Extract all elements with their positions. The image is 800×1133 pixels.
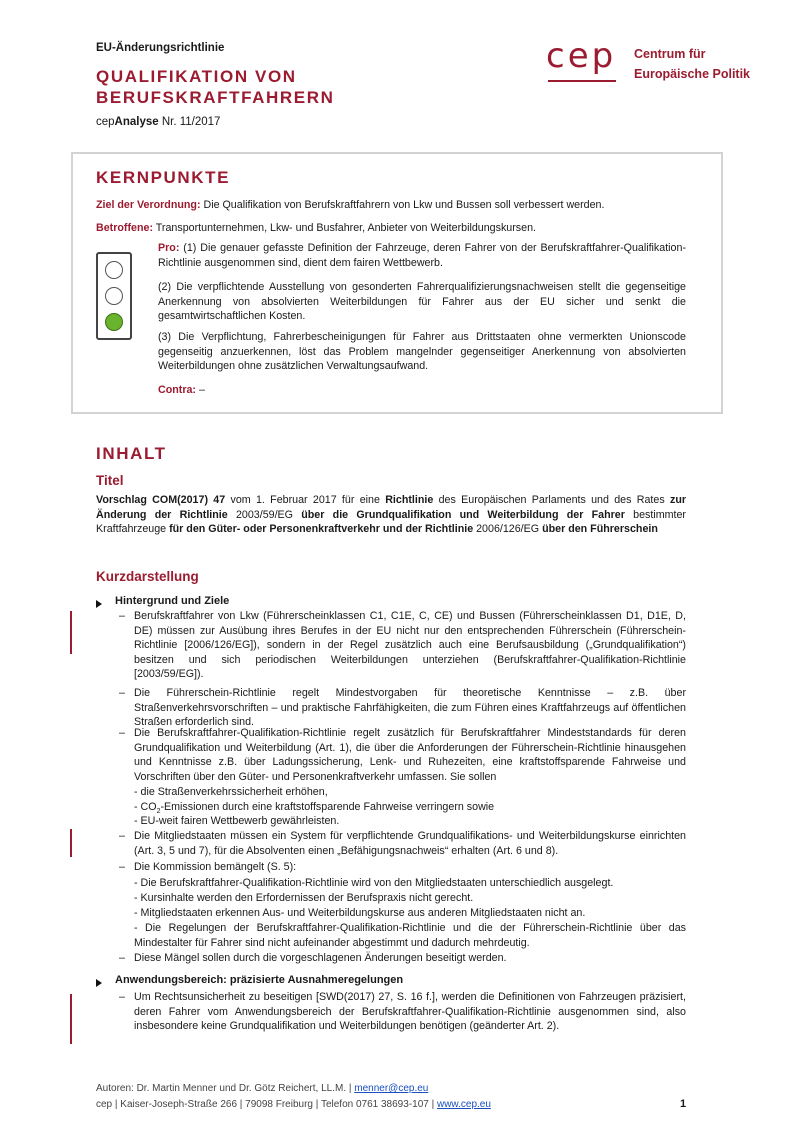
pro-point-2: (2) Die verpflichtende Ausstellung von gesonderten Fahrerqualifizierungsnachweisen stellt die gegenseitige Anerkennung von absolvierten Weiterbildungen für Fahrer aus der EU sicher und senkt die gesamtwirtschaftlichen Kosten. <box>158 281 686 323</box>
pro-point-1: Pro: (1) Die genauer gefasste Definition der Fahrzeuge, deren Fahrer von der Berufskraftfahrer-Qualifikation-Richtlinie ausgenommen sind, dient dem fairen Wettbewerb. <box>158 242 686 269</box>
sub-list-item: - Mitgliedstaaten erkennen Aus- und Weiterbildungskurse aus anderen Mitgliedstaaten nicht an. <box>134 907 586 919</box>
logo-text: Centrum für Europäische Politik <box>634 47 751 81</box>
betroffene-line: Betroffene: Transportunternehmen, Lkw- und Busfahrer, Anbieter von Weiterbildungskursen. <box>96 222 536 234</box>
sub-list-item: - Die Regelungen der Berufskraftfahrer-Qualifikation-Richtlinie und die der Führerschein-Richtlinie über das Mindestalter für Fahrer sind nicht aufeinander abgestimmt und dadurch mehrdeutig. <box>134 922 686 949</box>
footer-authors: Autoren: Dr. Martin Menner und Dr. Götz Reichert, LL.M. | menner@cep.eu <box>96 1083 429 1094</box>
sub-list-item: - EU-weit fairen Wettbewerb gewährleisten. <box>134 815 340 827</box>
list-item: Die Kommission bemängelt (S. 5): <box>134 861 297 873</box>
page-number: 1 <box>680 1098 687 1110</box>
email-link[interactable]: menner@cep.eu <box>354 1083 429 1094</box>
kurzdarstellung-heading: Kurzdarstellung <box>96 569 199 584</box>
contra-line: Contra: – <box>158 384 205 396</box>
sub-list-item: - die Straßenverkehrssicherheit erhöhen, <box>134 786 328 798</box>
margin-mark <box>70 611 72 654</box>
document-type-label: EU-Änderungsrichtlinie <box>96 42 225 54</box>
margin-mark <box>70 994 72 1044</box>
ziel-line: Ziel der Verordnung: Die Qualifikation von Berufskraftfahrern von Lkw und Bussen soll verbessert werden. <box>96 199 605 211</box>
list-item: Die Führerschein-Richtlinie regelt Mindestvorgaben für theoretische Kenntnisse – z.B. über Straßenverkehrsvorschriften – und praktische Fahrfähigkeiten, die zum Führen eines Kraftfahrzeugs auf öffentlichen Straßen erforderlich sind. <box>134 687 686 729</box>
website-link[interactable]: www.cep.eu <box>436 1099 491 1110</box>
sub-list-item: - Die Berufskraftfahrer-Qualifikation-Richtlinie wird von den Mitgliedstaaten unterschiedlich ausgelegt. <box>134 877 614 889</box>
list-item: Berufskraftfahrer von Lkw (Führerscheinklassen C1, C1E, C, CE) und Bussen (Führerscheinklassen D1, D1E, D, DE) müssen zur Ausübung ihres Berufes in der EU nicht nur den entsprechenden Führerschein (Führerschein-Richtlinie [2006/126/EG]), sondern in der Regel zusätzlich auch eine Berufsausbildung („Grundqualifikation“) besitzen und sich periodischen Weiterbildungen unterziehen (Berufskraftfahrer-Qualifikation-Richtlinie [2003/59/EG]). <box>134 610 686 681</box>
titel-heading: Titel <box>96 473 124 488</box>
list-item: Um Rechtsunsicherheit zu beseitigen [SWD(2017) 27, S. 16 f.], werden die Definitionen von Fahrzeugen präzisiert, deren Fahrer vom Anwendungsbereich der Berufskraftfahrer-Qualifikation-Richtlinie ausgenommen sind, also insbesondere keine Grundqualifikation und Weiterbildungen benötigen (geänderter Art. 2). <box>134 991 686 1033</box>
list-item: Die Mitgliedstaaten müssen ein System für verpflichtende Grundqualifikations- und Weiterbildungskurse einrichten (Art. 3, 5 und 7), für die Absolventen einen „Befähigungsnachweis“ erhalten (Art. 6 und 8). <box>134 830 686 857</box>
logo-underline <box>548 80 616 82</box>
pro-point-3: (3) Die Verpflichtung, Fahrerbescheinigungen für Fahrer aus Drittstaaten ohne vermerkten Unionscode gegenseitig anzuerkennen, löst das Problem mangelnder gegenseitiger Anerkennung von absolvierten Weiterbildungen ohne zusätzlichen Verwaltungsaufwand. <box>158 331 686 373</box>
margin-mark <box>70 829 72 857</box>
section-heading-anwendungsbereich: Anwendungsbereich: präzisierte Ausnahmeregelungen <box>115 974 404 986</box>
traffic-light-middle-icon <box>105 287 123 305</box>
page-title: QUALIFIKATION VON BERUFSKRAFTFAHRERN <box>96 67 335 107</box>
traffic-light-icon <box>96 252 132 340</box>
analyse-number: cepAnalyse Nr. 11/2017 <box>96 116 221 128</box>
traffic-light-green-icon <box>105 313 123 331</box>
traffic-light-top-icon <box>105 261 123 279</box>
bullet-arrow-icon <box>96 600 102 608</box>
bullet-arrow-icon <box>96 979 102 987</box>
list-item: Diese Mängel sollen durch die vorgeschlagenen Änderungen beseitigt werden. <box>134 952 507 964</box>
footer-address: cep | Kaiser-Joseph-Straße 266 | 79098 Freiburg | Telefon 0761 38693-107 | www.cep.eu <box>96 1099 491 1110</box>
inhalt-title: INHALT <box>96 444 167 463</box>
kernpunkte-title: KERNPUNKTE <box>96 168 231 187</box>
titel-paragraph: Vorschlag COM(2017) 47 vom 1. Februar 2017 für eine Richtlinie des Europäischen Parlaments und des Rates zur Änderung der Richtlinie 2003/59/EG über die Grundqualifikation und Weiterbildung der Fahrer bestimmter Kraftfahrzeuge für den Güter- oder Personenkraftverkehr und der Richtlinie 2006/126/EG über den Führerschein <box>96 494 686 536</box>
sub-list-item: - Kursinhalte werden den Erfordernissen der Berufspraxis nicht gerecht. <box>134 892 474 904</box>
cep-logo: cep <box>546 36 617 76</box>
list-item: Die Berufskraftfahrer-Qualifikation-Richtlinie regelt zusätzlich für Berufskraftfahrer Mindeststandards für deren Grundqualifikation und Weiterbildung (Art. 1), die über die Anforderungen der Führerschein-Richtlinie hinausgehen und Kenntnisse z.B. über Ladungssicherung, Lenk- und Ruhezeiten, eine kraftstoffsparende Fahrweise und Vorschriften über den Güter- und Personenkraftverkehr umfassen. Sie sollen <box>134 727 686 783</box>
section-heading-hintergrund: Hintergrund und Ziele <box>115 595 230 607</box>
sub-list-item: - $CO_2$-Emissionen durch eine kraftstoffsparende Fahrweise verringern sowie <box>134 801 495 816</box>
